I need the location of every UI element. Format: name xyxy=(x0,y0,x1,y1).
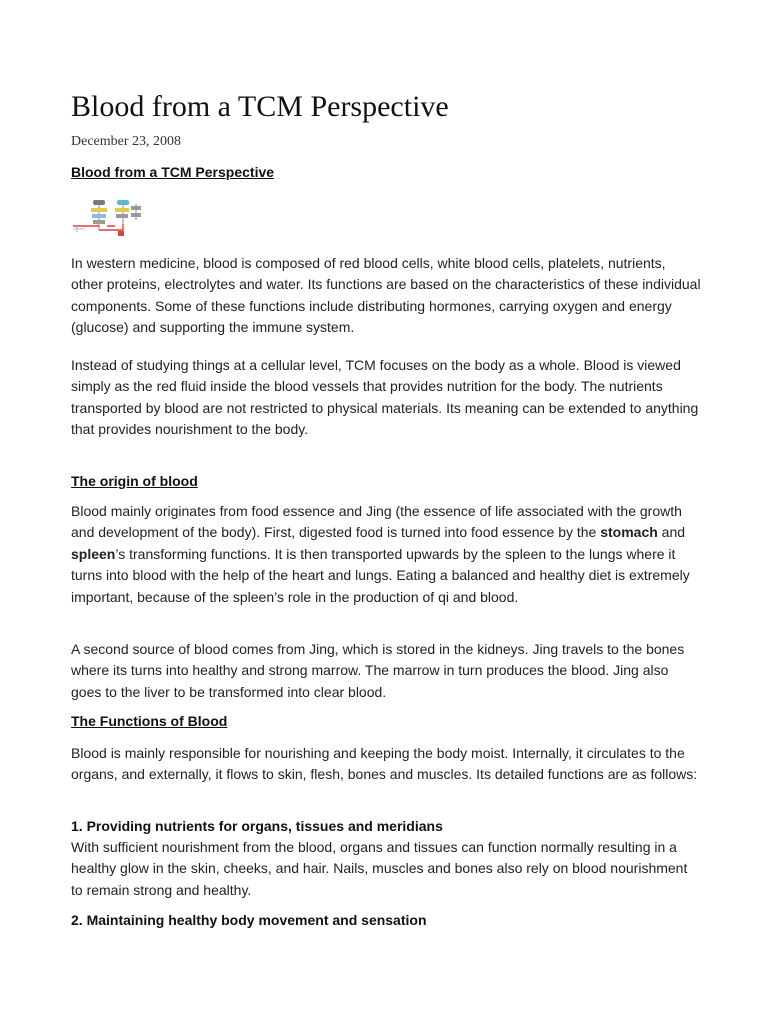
function-item-2 xyxy=(71,910,701,931)
function-item-1-heading: 1. Providing nutrients for organs, tissues and meridians xyxy=(71,818,443,834)
stomach-term: stomach xyxy=(600,524,658,541)
origin-paragraph-1-wrap xyxy=(71,501,701,608)
article-subtitle-wrap xyxy=(71,162,701,182)
origin-paragraph-1 xyxy=(71,501,701,608)
functions-intro: Blood is mainly responsible for nourishing and keeping the body moist. Internally, it circulates to the organs, and externally, it flows to skin, flesh, bones and muscles. Its detailed functions are as follows: xyxy=(71,745,698,783)
functions-heading-wrap xyxy=(71,711,701,731)
functions-intro-wrap xyxy=(71,743,701,786)
spleen-term: spleen xyxy=(71,545,116,562)
intro-paragraph-1-wrap xyxy=(71,253,701,339)
intro-paragraph-2-wrap xyxy=(71,355,701,441)
origin-paragraph-2: A second source of blood comes from Jing, which is stored in the kidneys. Jing travels to the bones where its turns into healthy and strong marrow. The marrow in turn produces the blood. Jing also goes to the liver to be transformed into clear blood. xyxy=(71,641,685,700)
functions-heading[interactable]: The Functions of Blood xyxy=(71,713,228,729)
post-date: December 23, 2008 xyxy=(71,134,182,149)
function-item-1 xyxy=(71,816,701,901)
intro-paragraph-2: Instead of studying things at a cellular level, TCM focuses on the body as a whole. Blood is viewed simply as the red fluid inside the blood vessels that provides nutrition for the body. The nutrients transported by blood are not restricted to physical materials. Its meaning can be extended to anything that provides nourishment to the body. xyxy=(71,357,699,438)
origin-text-b: and xyxy=(657,524,686,541)
article-subtitle[interactable]: Blood from a TCM Perspective xyxy=(71,164,275,180)
page-title: Blood from a TCM Perspective xyxy=(71,90,449,123)
intro-paragraph-1: In western medicine, blood is composed of red blood cells, white blood cells, platelets, nutrients, other proteins, electrolytes and water. Its functions are based on the characteristics of these individual components. Some of these functions include distributing hormones, carrying oxygen and energy (glucose) and supporting the immune system. xyxy=(71,255,701,336)
origin-heading[interactable]: The origin of blood xyxy=(71,473,198,489)
blood-flow-diagram-image xyxy=(71,196,147,238)
function-item-1-text: With sufficient nourishment from the blood, organs and tissues can function normally resulting in a healthy glow in the skin, cheeks, and hair. Nails, muscles and bones also rely on blood nourishment to remain strong and healthy. xyxy=(71,839,688,898)
origin-text-a: Blood mainly originates from food essence and Jing (the essence of life associated with the growth and development of the body). First, digested food is turned into food essence by the xyxy=(71,503,682,541)
origin-heading-wrap xyxy=(71,471,701,491)
origin-paragraph-2-wrap xyxy=(71,639,701,703)
function-item-2-heading: 2. Maintaining healthy body movement and sensation xyxy=(71,912,427,928)
origin-text-c: ’s transforming functions. It is then transported upwards by the spleen to the lungs where it turns into blood with the help of the heart and lungs. Eating a balanced and healthy diet is extremely important, because of the spleen’s role in the production of qi and blood. xyxy=(71,545,690,605)
